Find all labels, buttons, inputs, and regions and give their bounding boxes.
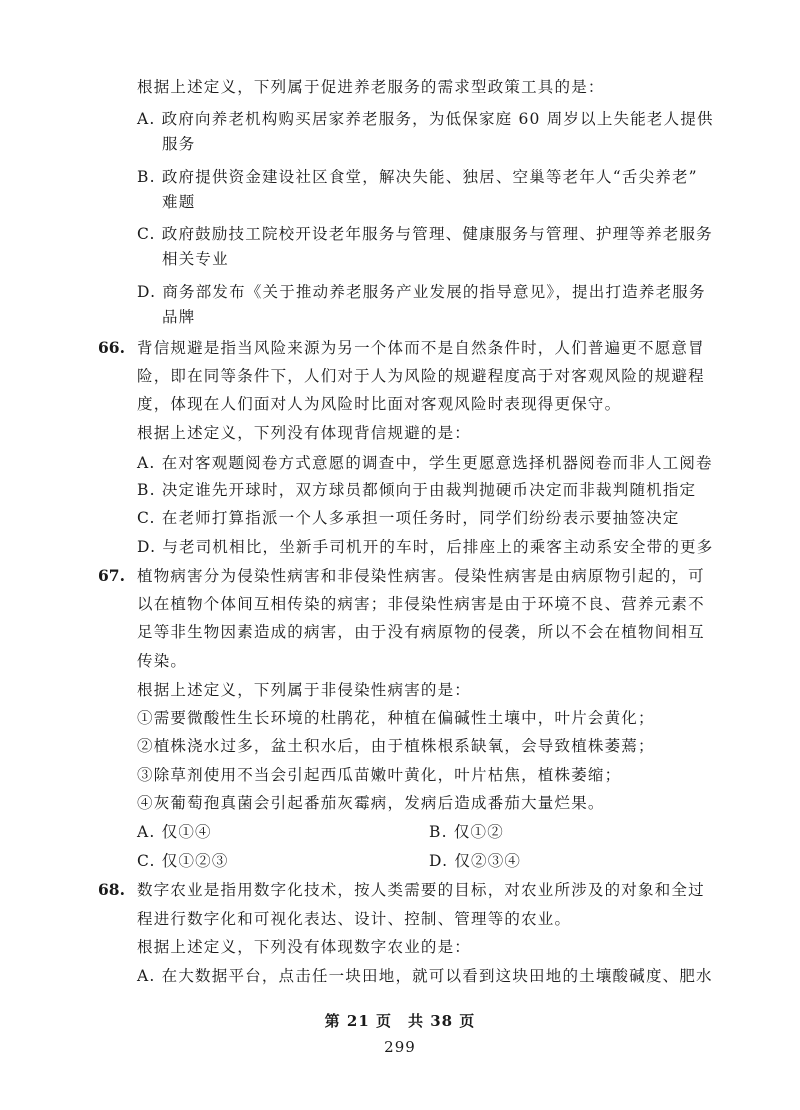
page-label: 第 21 页 共 38 页 (324, 1012, 476, 1030)
q65-option-c: C. 政府鼓励技工院校开设老年服务与管理、健康服务与管理、护理等养老服务 (137, 225, 713, 243)
q67-prompt: 根据上述定义，下列属于非侵染性病害的是： (137, 681, 472, 699)
q67-item-1: ①需要微酸性生长环境的杜鹃花，种植在偏碱性土壤中，叶片会黄化； (137, 709, 655, 727)
q66-number: 66. (98, 338, 125, 357)
q65-option-a-cont: 服务 (162, 135, 196, 153)
q66-stem-line-2: 险，即在同等条件下，人们对于人为风险的规避程度高于对客观风险的规避程 (137, 367, 705, 385)
q65-option-d: D. 商务部发布《关于推动养老服务产业发展的指导意见》，提出打造养老服务 (137, 283, 706, 301)
q68-prompt: 根据上述定义，下列没有体现数字农业的是： (137, 938, 472, 956)
q66-prompt: 根据上述定义，下列没有体现背信规避的是： (137, 424, 472, 442)
q67-number: 67. (98, 566, 125, 585)
q67-option-b: B. 仅①② (429, 823, 504, 841)
q67-item-2: ②植株浇水过多，盆土积水后，由于植株根系缺氧，会导致植株萎蔫； (137, 737, 655, 755)
q66-option-a: A. 在对客观题阅卷方式意愿的调查中，学生更愿意选择机器阅卷而非人工阅卷 (137, 454, 713, 472)
q68-stem-line-1: 数字农业是指用数字化技术，按人类需要的目标，对农业所涉及的对象和全过 (137, 881, 705, 899)
q67-stem-line-4: 传染。 (137, 652, 188, 670)
q67-option-d: D. 仅②③④ (429, 852, 522, 870)
q67-option-a: A. 仅①④ (137, 823, 212, 841)
q66-stem-line-1: 背信规避是指当风险来源为另一个体而不是自然条件时，人们普遍更不愿意冒 (137, 339, 705, 357)
q68-option-a: A. 在大数据平台，点击任一块田地，就可以看到这块田地的土壤酸碱度、肥水 (137, 967, 713, 985)
q68-number: 68. (98, 880, 125, 899)
q65-option-b: B. 政府提供资金建设社区食堂，解决失能、独居、空巢等老年人“舌尖养老” (137, 168, 698, 186)
q67-item-3: ③除草剂使用不当会引起西瓜苗嫩叶黄化，叶片枯焦，植株萎缩； (137, 766, 622, 784)
q65-prompt: 根据上述定义，下列属于促进养老服务的需求型政策工具的是： (137, 78, 605, 96)
q67-stem-line-2: 以在植物个体间互相传染的病害；非侵染性病害是由于环境不良、营养元素不 (137, 595, 705, 613)
q66-option-d: D. 与老司机相比，坐新手司机开的车时，后排座上的乘客主动系安全带的更多 (137, 538, 714, 556)
q65-option-b-cont: 难题 (162, 193, 196, 211)
q65-option-d-cont: 品牌 (162, 308, 196, 326)
q67-option-c: C. 仅①②③ (137, 852, 229, 870)
q67-item-4: ④灰葡萄孢真菌会引起番茄灰霉病，发病后造成番茄大量烂果。 (137, 794, 605, 812)
q66-option-b: B. 决定谁先开球时，双方球员都倾向于由裁判抛硬币决定而非裁判随机指定 (137, 481, 697, 499)
q65-option-a: A. 政府向养老机构购买居家养老服务，为低保家庭 60 周岁以上失能老人提供 (137, 110, 714, 128)
q67-stem-line-3: 足等非生物因素造成的病害，由于没有病原物的侵袭，所以不会在植物间相互 (137, 623, 705, 641)
q66-option-c: C. 在老师打算指派一个人多承担一项任务时，同学们纷纷表示要抽签决定 (137, 509, 680, 527)
q68-stem-line-2: 程进行数字化和可视化表达、设计、控制、管理等的农业。 (137, 910, 572, 928)
q67-stem-line-1: 植物病害分为侵染性病害和非侵染性病害。侵染性病害是由病原物引起的，可 (137, 567, 705, 585)
book-page-number: 299 (384, 1038, 416, 1056)
q65-option-c-cont: 相关专业 (162, 250, 229, 268)
q66-stem-line-3: 度，体现在人们面对人为风险时比面对客观风险时表现得更保守。 (137, 395, 622, 413)
